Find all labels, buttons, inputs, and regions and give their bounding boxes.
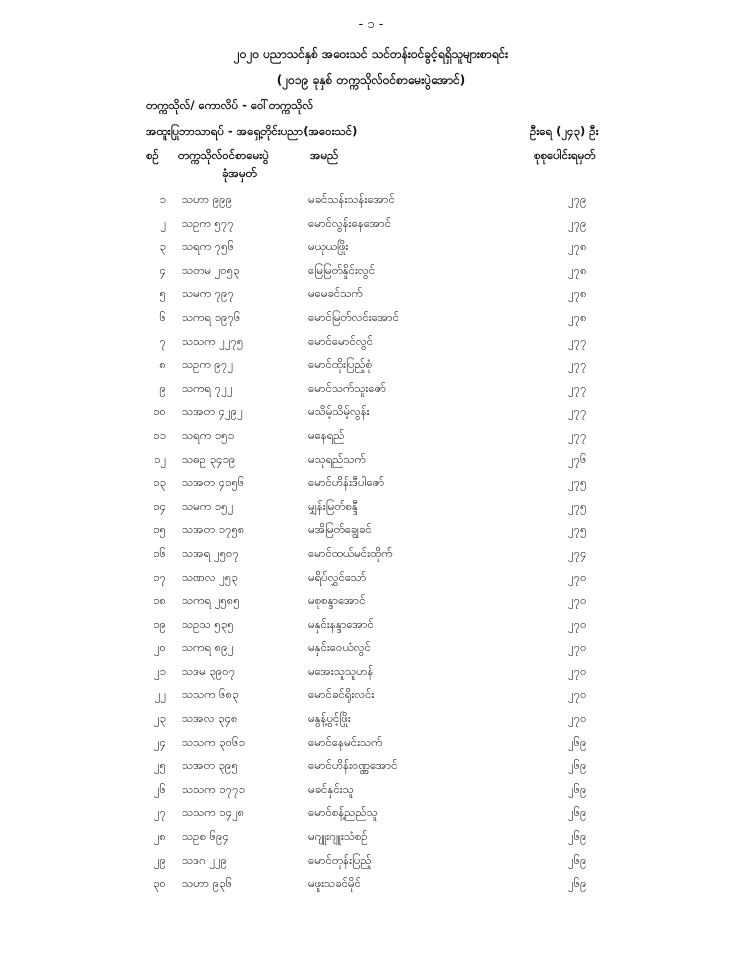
- total-count-header: ဦးရေ (၂၄၃) ဦး: [530, 124, 599, 138]
- row-number: ၈: [159, 357, 166, 372]
- roll-number: သဥက ၅၇၇: [182, 215, 234, 230]
- table-row: [0, 192, 742, 216]
- student-name: မောင်မောင်လွင်: [308, 333, 374, 348]
- row-number: ၇: [159, 333, 166, 348]
- row-number: ၁၀: [153, 404, 166, 419]
- student-name: မောင်စန့်ညည်သူ: [308, 805, 378, 820]
- total-score: ၂၆၉: [568, 734, 587, 749]
- student-name: မသိမ့်သိမ့်လွန်း: [308, 404, 370, 419]
- total-score: ၂၇၀: [568, 569, 587, 584]
- row-number: ၂၀: [153, 640, 166, 655]
- roll-number: သရက ၇၅၆: [182, 239, 235, 254]
- student-name: မောင်ထယ်မင်းထိုက်: [308, 545, 393, 560]
- university-label: တက္ကသိုလ်/ ကောလိပ် - ဝေါ်တက္ကသိုလ်: [146, 98, 314, 112]
- student-name: မနှင်းနန္ဒာအောင်: [308, 616, 374, 631]
- roll-number: သအတ ၄၁၅၆: [182, 475, 245, 490]
- row-number: ၂၄: [153, 734, 166, 749]
- student-name: မဖူးသခင်မိုင်: [308, 876, 361, 891]
- row-number: ၁၆: [153, 545, 166, 560]
- row-number: ၁၄: [153, 498, 166, 513]
- row-number: ၅: [159, 286, 166, 301]
- table-row: [0, 404, 742, 428]
- table-row: [0, 310, 742, 334]
- table-row: [0, 357, 742, 381]
- row-number: ၁၂: [153, 451, 166, 466]
- table-row: [0, 475, 742, 499]
- roll-number: သဒမ ၃၉၀၇: [182, 663, 236, 678]
- table-row: [0, 334, 742, 358]
- row-number: ၂: [160, 215, 166, 230]
- table-row: [0, 428, 742, 452]
- document-subtitle: (၂၀၁၉ ခုနှစ် တက္ကသိုလ်ဝင်စာမေးပွဲအောင်): [276, 73, 466, 87]
- table-row: [0, 805, 742, 829]
- roll-number: သသက ၁၄၂၈: [182, 805, 245, 820]
- roll-number: သသက ၂၂၇၅: [182, 333, 244, 348]
- student-name: မမေခင်သက်: [308, 286, 363, 301]
- column-header-no: စဉ်: [146, 148, 159, 162]
- table-row: [0, 216, 742, 240]
- roll-number: သဥက ၉၇၂: [182, 357, 233, 372]
- row-number: ၂၈: [153, 829, 166, 844]
- row-number: ၁၈: [152, 593, 166, 608]
- row-number: ၃: [159, 239, 166, 254]
- roll-number: သဒဂ ၂၂၉: [182, 852, 228, 867]
- row-number: ၉: [159, 380, 166, 395]
- row-number: ၄: [159, 262, 166, 277]
- total-score: ၂၆၉: [568, 876, 587, 891]
- row-number: ၆: [159, 309, 166, 324]
- table-row: [0, 640, 742, 664]
- row-number: ၂၂: [154, 687, 166, 702]
- total-score: ၂၇၀: [568, 616, 587, 631]
- table-row: [0, 687, 742, 711]
- total-score: ၂၇၀: [568, 663, 587, 678]
- roll-number: သအတ ၁၇၅၈: [182, 522, 245, 537]
- total-score: ၂၇၀: [568, 687, 587, 702]
- roll-number: သမက ၇၉၇: [182, 286, 235, 301]
- student-name: မအေးသူသူဟန်: [308, 663, 374, 678]
- student-name: မစုစန္ဒာအောင်: [308, 593, 366, 608]
- total-score: ၂၇၀: [568, 640, 587, 655]
- student-name: မဂျူးဂျူးသံစဉ်: [308, 829, 368, 844]
- table-row: [0, 499, 742, 523]
- table-row: [0, 239, 742, 263]
- major-label: အထူးပြုဘာသာရပ် - အရှေ့တိုင်းပညာ(အဝေးသင်): [146, 124, 358, 138]
- student-name: မခင်နှင်းသူ: [308, 781, 354, 796]
- results-table: [0, 192, 742, 900]
- roll-number: သမက ၁၅၂: [182, 498, 234, 513]
- total-score: ၂၇၇: [568, 357, 587, 372]
- total-score: ၂၇၅: [568, 498, 587, 513]
- total-score: ၂၆၉: [568, 781, 587, 796]
- row-number: ၁၉: [153, 616, 166, 631]
- roll-number: သသက ၆၈၃: [182, 687, 239, 702]
- student-name: မောင်မြတ်လင်းအောင်: [308, 309, 400, 324]
- total-score: ၂၇၀: [568, 711, 587, 726]
- roll-number: သဟာ ၉၉၉: [182, 192, 233, 206]
- row-number: ၂၃: [153, 711, 166, 726]
- row-number: ၁၅: [153, 522, 166, 537]
- table-row: [0, 593, 742, 617]
- total-score: ၂၆၉: [568, 805, 587, 820]
- total-score: ၂၇၇: [568, 380, 587, 395]
- row-number: ၂၆: [153, 781, 166, 796]
- student-name: မအိမြတ်ချွေခင်: [308, 522, 372, 537]
- roll-number: သရက ၁၅၁: [182, 427, 235, 442]
- total-score: ၂၇၇: [568, 333, 587, 348]
- student-name: မောင်ဟိန်းဒီပါဇော်: [308, 475, 385, 490]
- column-header-roll-number: တက္ကသိုလ်ဝင်စာမေးပွဲ: [178, 148, 269, 162]
- row-number: ၂၁: [153, 663, 166, 678]
- roll-number: သအတ ၄၂၉၂: [182, 404, 243, 419]
- table-row: [0, 546, 742, 570]
- total-score: ၂၇၉: [568, 192, 587, 206]
- total-score: ၂၇၄: [568, 545, 587, 560]
- roll-number: သဥသ ၅၃၅: [182, 616, 234, 631]
- table-row: [0, 452, 742, 476]
- total-score: ၂၇၈: [568, 239, 587, 254]
- row-number: ၂၉: [153, 852, 166, 867]
- roll-number: သကရ ၂၅၈၅: [182, 593, 240, 608]
- table-row: [0, 876, 742, 900]
- table-row: [0, 617, 742, 641]
- total-score: ၂၆၉: [568, 852, 587, 867]
- table-row: [0, 522, 742, 546]
- total-score: ၂၇၉: [568, 215, 587, 230]
- student-name: မနှင်းဝေယံလွင်: [308, 640, 371, 655]
- roll-number: သဏလ ၂၅၃: [182, 569, 238, 584]
- table-row: [0, 381, 742, 405]
- student-name: မခင်သန်းသန်းအောင်: [308, 192, 395, 206]
- document-title: ၂၀၂၀ ပညာသင်နှစ် အဝေးသင် သင်တန်းဝင်ခွင့်ရရှိသူများစာရင်း: [233, 47, 509, 61]
- roll-number: သဥစ ၆၉၄: [182, 829, 230, 844]
- total-score: ၂၇၈: [568, 262, 587, 277]
- student-name: မောင်တုန်းပြည့်: [308, 852, 372, 867]
- student-name: မြေမြတ်နှိုင်းလွင်: [308, 262, 376, 277]
- table-row: [0, 853, 742, 877]
- row-number: ၁၁: [153, 427, 166, 442]
- student-name: မယုယဖြိုး: [308, 239, 349, 254]
- total-score: ၂၇၅: [568, 522, 587, 537]
- total-score: ၂၇၅: [568, 475, 587, 490]
- row-number: ၂၅: [153, 758, 166, 773]
- total-score: ၂၇၈: [568, 286, 587, 301]
- student-name: မောင်လွန်းနေအောင်: [308, 215, 392, 230]
- student-name: မောင်နေမင်းသက်: [308, 734, 383, 749]
- table-row: [0, 711, 742, 735]
- roll-number: သကရ ၈၉၂: [182, 640, 234, 655]
- row-number: ၁: [159, 192, 166, 206]
- column-header-name: အမည်: [310, 148, 339, 162]
- student-name: မရိပ်လွှင်သော်: [308, 569, 367, 584]
- roll-number: သဟာ ၉၃၆: [182, 876, 233, 891]
- student-name: မျှန်းမြတ်စန္ဒီ: [308, 498, 358, 513]
- total-score: ၂၆၉: [568, 829, 587, 844]
- table-row: [0, 782, 742, 806]
- roll-number: သဓဥ ၃၄၁၉: [182, 451, 236, 466]
- student-name: မောင်ခင်ရိုးလင်း: [308, 687, 375, 702]
- roll-number: သတမ ၂၀၅၃: [182, 262, 240, 277]
- row-number: ၃၀: [153, 876, 166, 891]
- table-row: [0, 664, 742, 688]
- column-header-total-score: စုစုပေါင်းရမှတ်: [534, 148, 596, 162]
- total-score: ၂၇၆: [568, 451, 587, 466]
- student-name: မောင်သက်သူးဇော်: [308, 380, 387, 395]
- row-number: ၁၃: [153, 475, 166, 490]
- roll-number: သအတ ၃၉၅: [182, 758, 238, 773]
- student-name: မသုရည်သက်: [308, 451, 366, 466]
- student-name: မောင်ဟိန်းဝဏ္ဏအောင်: [308, 758, 398, 773]
- total-score: ၂၇၇: [568, 427, 587, 442]
- column-header-roll-number-line2: ခုံအမှတ်: [222, 166, 257, 180]
- total-score: ၂၇၀: [568, 593, 587, 608]
- roll-number: သကရ ၁၉၇၆: [182, 309, 241, 324]
- roll-number: သသက ၃၀၆၁: [182, 734, 246, 749]
- student-name: မနွန့်ပွင့်ဖြိုး: [308, 711, 351, 726]
- row-number: ၂၇: [153, 805, 166, 820]
- roll-number: သကရ ၇၂၂: [182, 380, 233, 395]
- total-score: ၂၇၇: [568, 404, 587, 419]
- table-row: [0, 570, 742, 594]
- roll-number: သအလ ၃၄၈: [182, 711, 238, 726]
- table-row: [0, 286, 742, 310]
- row-number: ၁၇: [153, 569, 166, 584]
- student-name: မောင်ထိုးပြည့်စုံ: [308, 357, 373, 372]
- page-number: - ၁ -: [358, 17, 384, 32]
- total-score: ၂၇၈: [568, 309, 587, 324]
- student-name: မနေရည်: [308, 427, 345, 442]
- table-row: [0, 263, 742, 287]
- total-score: ၂၆၉: [568, 758, 587, 773]
- roll-number: သအရ ၂၅၀၇: [182, 545, 239, 560]
- table-row: [0, 735, 742, 759]
- table-row: [0, 758, 742, 782]
- table-row: [0, 829, 742, 853]
- roll-number: သသက ၁၇၇၁: [182, 781, 246, 796]
